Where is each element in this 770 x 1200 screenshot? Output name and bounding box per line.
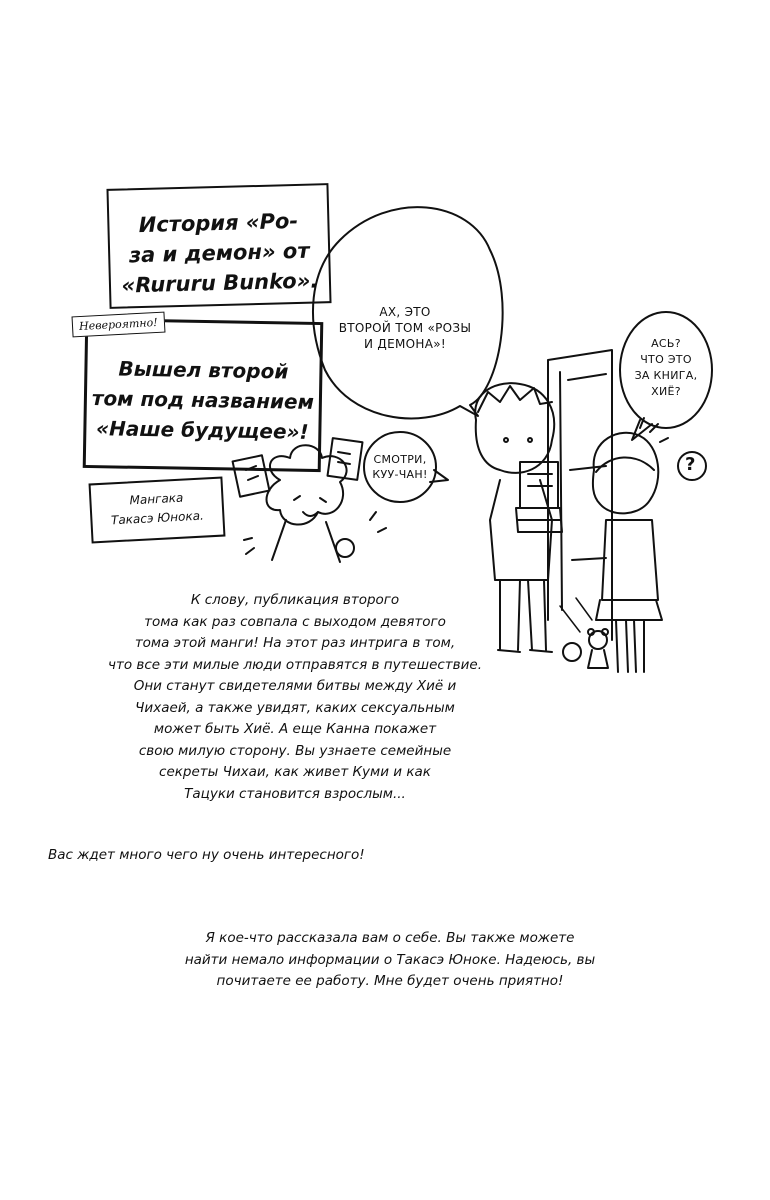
right-bubble-line-3: ЗА КНИГА, — [634, 369, 698, 382]
news-line-1: Вышел второй — [118, 356, 289, 384]
right-bubble-text — [622, 336, 710, 400]
right-bubble-line-1: АСЬ? — [651, 337, 681, 350]
small-bubble-line-1: СМОТРИ, — [373, 453, 427, 466]
paragraph-line-8: свою милую сторону. Вы узнаете семейные — [138, 742, 452, 759]
closing-line-1: Я кое-что рассказала вам о себе. Вы также можете — [205, 930, 575, 946]
large-bubble-line-2: ВТОРОЙ ТОМ «РОЗЫ — [338, 321, 472, 335]
paragraph-line-10: Тацуки становится взрослым... — [184, 785, 406, 802]
right-bubble-line-4: ХИЁ? — [651, 385, 681, 398]
paragraph-line-5: Они станут свидетелями битвы между Хиё и — [133, 678, 457, 694]
paragraph-line-2: тома как раз совпала с выходом девятого — [144, 613, 446, 630]
paragraph-line-3: тома этой манги! На этот раз интрига в том, — [134, 635, 456, 651]
closing-line-3: почитаете ее работу. Мне будет очень приятно! — [216, 973, 564, 989]
paragraph-line-1: К слову, публикация второго — [190, 592, 400, 608]
title-line-3: «Rururu Bunko». — [121, 268, 319, 298]
question-mark: ? — [685, 454, 696, 475]
small-bear-figure — [563, 629, 608, 668]
large-bubble-line-1: АХ, ЭТО — [379, 305, 431, 319]
right-bubble-line-2: ЧТО ЭТО — [640, 353, 692, 366]
paragraph-line-7: может быть Хиё. А еще Канна покажет — [153, 721, 437, 737]
news-line-3: «Наше будущее»! — [95, 416, 309, 444]
news-line-2: том под названием — [91, 386, 315, 414]
title-line-2: за и демон» от — [128, 238, 310, 268]
large-bubble-text — [330, 304, 480, 352]
small-bubble-text — [364, 452, 436, 482]
small-bubble-line-2: КУУ-ЧАН! — [372, 468, 428, 481]
teaser-text: Вас ждет много чего ну очень интересного! — [48, 847, 365, 863]
title-line-1: История «Ро- — [138, 208, 299, 238]
closing-line-2: найти немало информации о Такасэ Юноке. Надеюсь, вы — [184, 951, 596, 968]
author-line-1: Мангака — [129, 490, 184, 508]
body-paragraph — [90, 590, 500, 805]
paragraph-line-6: Чихаей, а также увидят, каких сексуальным — [135, 699, 455, 716]
paragraph-line-4: что все эти милые люди отправятся в путешествие. — [107, 656, 482, 673]
paragraph-line-9: секреты Чихаи, как живет Куми и как — [159, 764, 431, 780]
closing-paragraph — [180, 928, 600, 993]
incredible-sticker: Невероятно! — [72, 312, 166, 338]
chibi-author-figure — [233, 438, 386, 562]
author-line-2: Такасэ Юнока. — [110, 508, 205, 528]
large-bubble-line-3: И ДЕМОНА»! — [364, 337, 446, 351]
